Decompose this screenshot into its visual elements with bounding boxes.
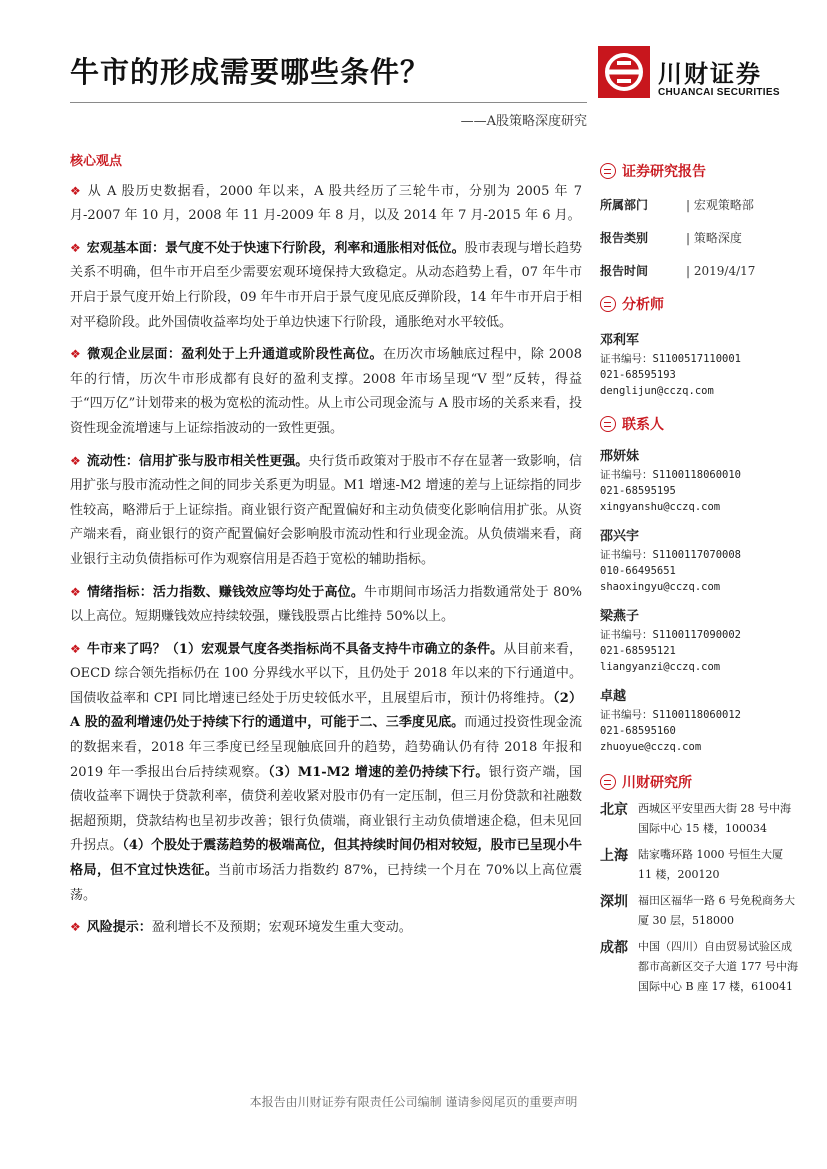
diamond-bullet-icon: ❖ xyxy=(70,584,81,599)
core-views-section xyxy=(70,150,582,948)
contact-card: 梁燕子 证书编号：S1100117090002 021-68595121 liangyanzi@cczq.com xyxy=(600,605,800,675)
contact-email[interactable]: zhuoyue@cczq.com xyxy=(600,741,702,753)
address-shanghai: 上海 陆家嘴环路 1000 号恒生大厦 11 楼，200120 xyxy=(600,848,783,881)
page-subtitle: ——A股策略深度研究 xyxy=(460,114,587,129)
diamond-bullet-icon: ❖ xyxy=(70,183,82,198)
paragraph-liquidity: ❖ 流动性：信用扩张与股市相关性更强。央行货币政策对于股市不存在显著一致影响，信用扩张与股市流动性之间的同步关系更为明显。M1 增速-M2 增速的差与上证综指的同步性较高，略滞后于上证综指。商业银行资产配置偏好和主动负债变化影响信用扩张。从资产端来看，商业银行的资产配置偏好会影响股市流动性和行业现金流。从负债端来看，商业银行主动负债指标可作为观察信用是否趋于宽松的辅助指标。 xyxy=(70,453,582,567)
paragraph-history: ❖ 从 A 股历史数据看，2000 年以来，A 股共经历了三轮牛市，分别为 2005 年 7 月-2007 年 10 月，2008 年 11 月-2009 年 8 月，以及 2014 年 7 月-2015 年 6 月。 xyxy=(70,183,582,224)
contact-email[interactable]: shaoxingyu@cczq.com xyxy=(600,581,721,593)
address-chengdu: 成都 中国（四川）自由贸易试验区成都市高新区交子大道 177 号中海国际中心 B 座 17 楼，610041 xyxy=(600,940,798,993)
page-title: 牛市的形成需要哪些条件？ xyxy=(70,55,431,89)
analyst-heading: 分析师 xyxy=(600,293,800,315)
paragraph-sentiment: ❖ 情绪指标：活力指数、赚钱效应等均处于高位。牛市期间市场活力指数通常处于 80%以上高位。短期赚钱效应持续较强，赚钱股票占比维持 50%以上。 xyxy=(70,584,582,625)
paragraph-macro: ❖ 宏观基本面：景气度不处于快速下行阶段，利率和通胀相对低位。股市表现与增长趋势关系不明确，但牛市开启至少需要宏观环境保持大致稳定。从动态趋势上看，07 年牛市开启于景气度开始上行阶段，09 年牛市开启于景气度见底反弹阶段，14 年牛市开启于相对平稳阶段。此外国债收益率均处于单边快速下行阶段，通胀绝对水平较低。 xyxy=(70,240,582,330)
contact-email[interactable]: liangyanzi@cczq.com xyxy=(600,661,721,673)
institute-icon xyxy=(600,774,616,790)
contact-card: 邢妍妹 证书编号：S1100118060010 021-68595195 xingyanshu@cczq.com xyxy=(600,445,800,515)
analyst-icon xyxy=(600,296,616,312)
diamond-bullet-icon: ❖ xyxy=(70,347,82,362)
paragraph-risk: ❖ 风险提示：盈利增长不及预期；宏观环境发生重大变动。 xyxy=(70,920,412,936)
contact-heading: 联系人 xyxy=(600,413,800,435)
address-beijing: 北京 西城区平安里西大街 28 号中海国际中心 15 楼，100034 xyxy=(600,802,791,835)
contact-icon xyxy=(600,416,616,432)
diamond-bullet-icon: ❖ xyxy=(70,641,81,656)
report-icon xyxy=(600,163,616,179)
institute-heading: 川财研究所 xyxy=(600,771,800,793)
title-divider xyxy=(70,102,587,103)
meta-row-department: 所属部门 | 宏观策略部 xyxy=(600,198,754,212)
diamond-bullet-icon: ❖ xyxy=(70,453,81,468)
meta-row-category: 报告类别 | 策略深度 xyxy=(600,231,742,245)
analyst-email[interactable]: denglijun@cczq.com xyxy=(600,385,714,397)
sidebar xyxy=(600,160,800,997)
paragraph-micro: ❖ 微观企业层面：盈利处于上升通道或阶段性高位。在历次市场触底过程中，除 2008 年的行情，历次牛市形成都有良好的盈利支撑。2008 年市场呈现“V 型”反转，得益于“四万亿”计划带来的极为宽松的流动性。从上市公司现金流与 A 股市场的关系来看，投资性现金流增速与上证综指波动的一致性更强。 xyxy=(70,347,582,436)
diamond-bullet-icon: ❖ xyxy=(70,920,81,935)
report-heading: 证券研究报告 xyxy=(600,160,800,182)
logo-english-name: CHUANCAI SECURITIES xyxy=(658,87,780,98)
contact-card: 卓越 证书编号：S1100118060012 021-68595160 zhuoyue@cczq.com xyxy=(600,685,800,755)
logo-chinese-name: 川财证券 xyxy=(658,60,762,88)
logo-icon xyxy=(598,46,650,98)
company-logo xyxy=(598,46,798,108)
analyst-card: 邓利军 证书编号：S1100517110001 021-68595193 denglijun@cczq.com xyxy=(600,329,800,399)
diamond-bullet-icon: ❖ xyxy=(70,240,81,255)
meta-row-date: 报告时间 | 2019/4/17 xyxy=(600,263,756,278)
core-views-heading: 核心观点 xyxy=(70,154,123,169)
paragraph-bull-market: ❖ 牛市来了吗？（1）宏观景气度各类指标尚不具备支持牛市确立的条件。从目前来看，OECD 综合领先指标仍在 100 分界线水平以下，且仍处于 2018 年以来的下行通道中。国债收益率和 CPI 同比增速已经处于历史较低水平，且展望后市，预计仍将维持。（2）A 股的盈利增速仍处于持续下行的通道中，可能于二、三季度见底。而通过投资性现金流的数据来看，2018 年三季度已经呈现触底回升的趋势，趋势确认仍有待 2018 年报和 2019 年一季报出台后持续观察。（3）M1-M2 增速的差仍持续下行。银行资产端，国债收益率下调快于贷款利率，债贷利差收紧对股市仍有一定压制，但三月份贷款和社融数据超预期，贷款结构也呈初步改善；银行负债端，商业银行主动负债增速企稳，但未见回升拐点。（4）个股处于震荡趋势的极端高位，但其持续时间仍相对较短，股市已呈现小牛格局，但不宜过快迭征。当前市场活力指数约 87%，已持续一个月在 70%以上高位震荡。 xyxy=(70,641,582,903)
address-shenzhen: 深圳 福田区福华一路 6 号免税商务大厦 30 层，518000 xyxy=(600,894,795,927)
contact-card: 邵兴宇 证书编号：S1100117070008 010-66495651 shaoxingyu@cczq.com xyxy=(600,525,800,595)
footer-disclaimer: 本报告由川财证券有限责任公司编制 谨请参阅尾页的重要声明 xyxy=(249,1095,578,1109)
contact-email[interactable]: xingyanshu@cczq.com xyxy=(600,501,721,513)
report-meta xyxy=(600,188,800,287)
